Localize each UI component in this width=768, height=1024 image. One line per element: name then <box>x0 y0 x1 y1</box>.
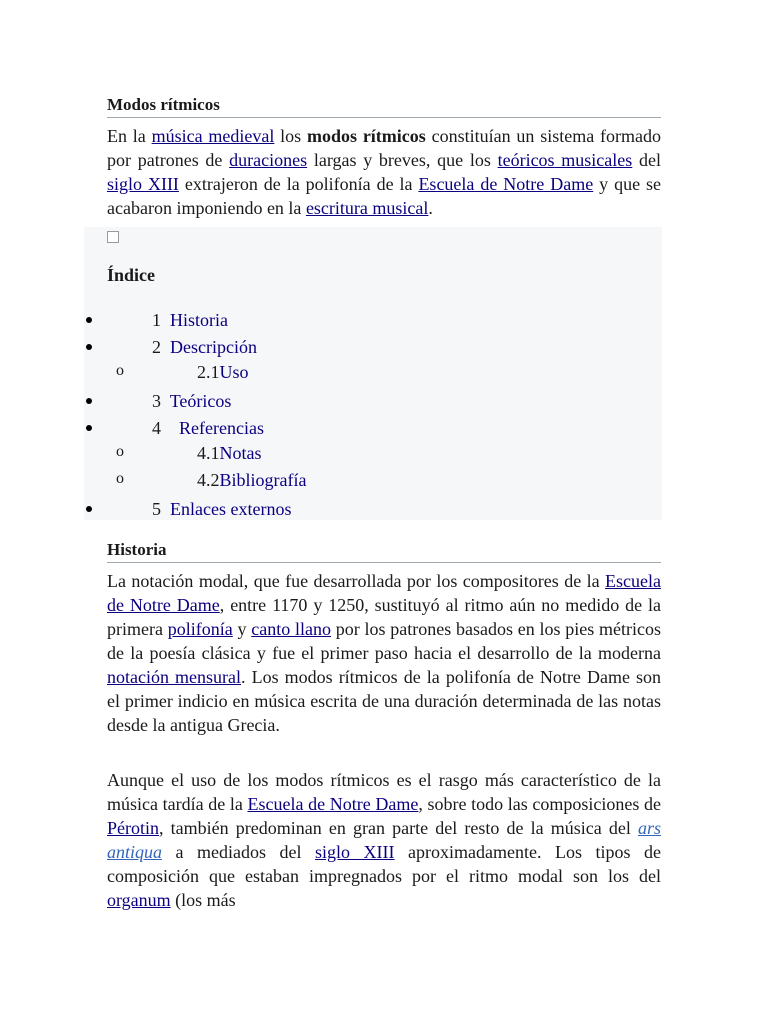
text: constituían un sistema formado por patrones de <box>107 126 661 170</box>
toc-item-notas[interactable] <box>197 442 262 464</box>
link-polifonia[interactable]: polifonía <box>167 619 233 639</box>
toc-number: 5 <box>152 499 161 519</box>
toc-label[interactable]: Uso <box>219 362 249 382</box>
text: y que se acabaron imponiendo en la <box>107 174 661 218</box>
bold-term: modos rítmicos <box>307 126 426 146</box>
text: , entre 1170 y 1250, sustituyó al ritmo aún no medido de la primera <box>107 595 662 639</box>
toc-label[interactable]: Referencias <box>179 418 264 438</box>
toc-number: 4.2 <box>197 470 220 490</box>
toc-item-descripcion[interactable] <box>152 336 257 358</box>
toc-number: 2 <box>152 337 161 357</box>
bullet-icon <box>86 425 92 431</box>
toc-title: Índice <box>107 265 156 285</box>
link-notacion-mensural[interactable]: notación mensural <box>107 667 242 687</box>
toc-item-teoricos[interactable] <box>152 390 231 412</box>
bullet-icon <box>86 317 92 323</box>
section-heading-modos: Modos rítmicos <box>107 94 661 118</box>
text: extrajeron de la polifonía de la <box>178 174 419 194</box>
text: largas y breves, que los <box>307 150 498 170</box>
text: , también predominan en gran parte del resto de la música del <box>159 818 638 838</box>
toc-item-referencias[interactable] <box>152 417 264 439</box>
bullet-icon <box>86 344 92 350</box>
text: En la <box>107 126 152 146</box>
link-musica-medieval[interactable]: música medieval <box>151 126 275 146</box>
text: aproximadamente. Los tipos de composición que estaban impregnados por el ritmo modal son los del <box>107 842 661 886</box>
link-duraciones[interactable]: duraciones <box>229 150 308 170</box>
link-escritura-musical[interactable]: escritura musical <box>305 198 429 218</box>
circle-bullet-icon: o <box>116 470 124 487</box>
toc-label[interactable]: Teóricos <box>169 391 232 411</box>
text: los <box>274 126 307 146</box>
text: . Los modos rítmicos de la polifonía de Notre Dame son el primer indicio en música escrita de una duración determinada de las notas desde la antigua Grecia. <box>107 667 661 735</box>
toc-container <box>84 227 662 520</box>
text: por los patrones basados en los pies métricos de la poesía clásica y fue el primer paso hacia el desarrollo de la moderna <box>107 619 662 663</box>
toc-number: 2.1 <box>197 362 220 382</box>
link-canto-llano[interactable]: canto llano <box>251 619 331 639</box>
text: La notación modal, que fue desarrollada por los compositores de la <box>107 571 606 591</box>
toc-number: 4 <box>152 418 161 438</box>
toc-label[interactable]: Bibliografía <box>219 470 307 490</box>
link-escuela-notre-dame[interactable]: Escuela de Notre Dame <box>107 571 661 615</box>
circle-bullet-icon: o <box>116 362 124 379</box>
bullet-icon <box>86 398 92 404</box>
link-siglo-xiii[interactable]: siglo XIII <box>107 174 179 194</box>
text: a mediados del <box>162 842 316 862</box>
intro-paragraph <box>107 124 661 220</box>
link-perotin[interactable]: Pérotin <box>107 818 159 838</box>
toc-label[interactable]: Notas <box>219 443 262 463</box>
toc-item-uso[interactable] <box>197 361 249 383</box>
link-escuela-notre-dame[interactable]: Escuela de Notre Dame <box>418 174 594 194</box>
text: Aunque el uso de los modos rítmicos es el rasgo más característico de la música tardía de la <box>107 770 661 814</box>
link-organum[interactable]: organum <box>107 890 171 910</box>
link-escuela-notre-dame[interactable]: Escuela de Notre Dame <box>247 794 419 814</box>
toc-label[interactable]: Enlaces externos <box>170 499 292 519</box>
section-heading-historia: Historia <box>107 539 661 563</box>
toc-toggle-checkbox[interactable] <box>107 231 119 243</box>
toc-label[interactable]: Descripción <box>170 337 257 357</box>
toc-item-enlaces-externos[interactable] <box>152 498 291 520</box>
text: (los más <box>170 890 236 910</box>
historia-paragraph-1 <box>107 569 661 737</box>
circle-bullet-icon: o <box>116 443 124 460</box>
toc-item-bibliografia[interactable] <box>197 469 306 491</box>
historia-paragraph-2 <box>107 768 661 912</box>
toc-number: 3 <box>152 391 161 411</box>
text: del <box>632 150 661 170</box>
link-ars-antiqua[interactable]: ars antiqua <box>107 818 661 862</box>
text: . <box>428 198 433 218</box>
toc-item-historia[interactable] <box>152 309 228 331</box>
text: y <box>232 619 252 639</box>
text: , sobre todo las composiciones de <box>418 794 661 814</box>
toc-label[interactable]: Historia <box>170 310 228 330</box>
link-teoricos-musicales[interactable]: teóricos musicales <box>497 150 633 170</box>
link-siglo-xiii[interactable]: siglo XIII <box>315 842 395 862</box>
toc-number: 1 <box>152 310 161 330</box>
bullet-icon <box>86 506 92 512</box>
toc-number: 4.1 <box>197 443 220 463</box>
